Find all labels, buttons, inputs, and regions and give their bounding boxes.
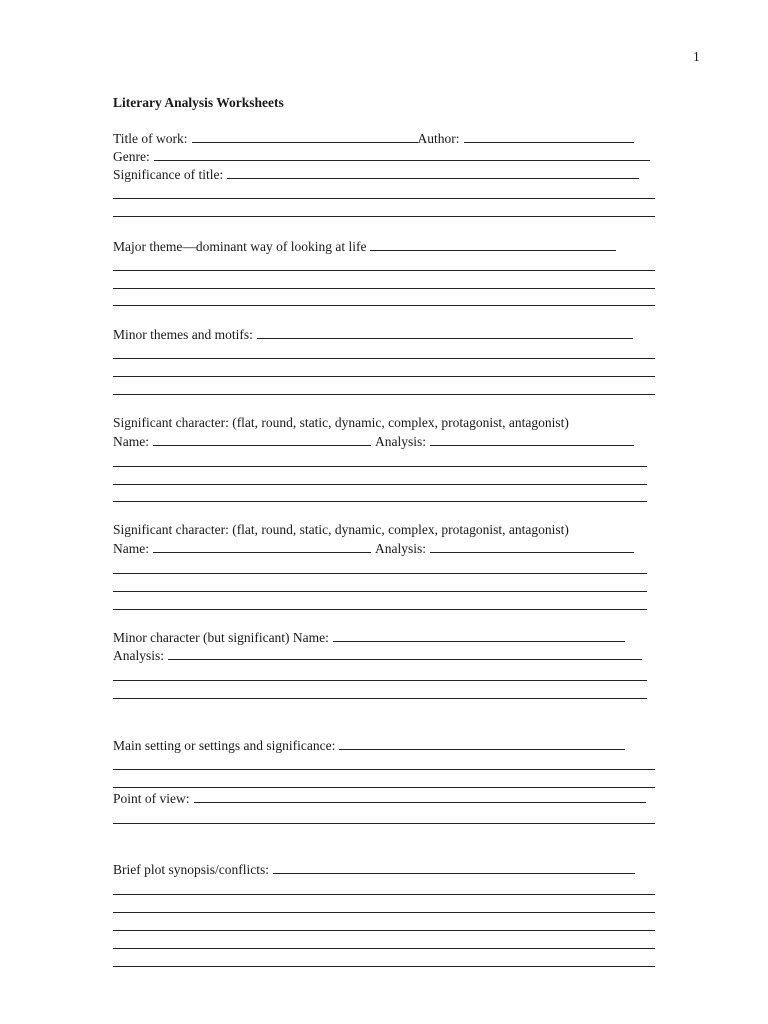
minor-char-row [113,629,625,647]
minor-char-label: Minor character (but significant) Name: [113,630,329,645]
point-of-view-label: Point of view: [113,791,190,806]
sig-char-2-heading: Significant character: (flat, round, static, dynamic, complex, protagonist, antagonist) [113,522,569,537]
sig-char-1-heading: Significant character: (flat, round, static, dynamic, complex, protagonist, antagonist) [113,415,569,430]
sig-char-1-blank-line[interactable] [113,501,647,502]
plot-synopsis-label: Brief plot synopsis/conflicts: [113,862,269,877]
plot-synopsis-row [113,861,635,879]
genre-row [113,148,650,166]
sig-char-2-blank-line[interactable] [113,591,647,592]
main-setting-label: Main setting or settings and significance: [113,738,336,753]
genre-field[interactable] [154,148,650,161]
sig-char-1-name-label: Name: [113,434,149,449]
sig-char-2-analysis-field[interactable] [430,540,634,553]
plot-synopsis-blank-line[interactable] [113,948,655,949]
plot-synopsis-field[interactable] [273,861,635,874]
minor-char-blank-line[interactable] [113,698,647,699]
sig-char-1-analysis-label: Analysis: [375,434,427,449]
author-label: Author: [417,131,460,146]
minor-char-analysis-label: Analysis: [113,648,165,663]
major-theme-blank-line[interactable] [113,270,655,271]
plot-synopsis-blank-line[interactable] [113,930,655,931]
main-setting-row [113,737,625,755]
minor-char-analysis-row [113,647,642,665]
major-theme-blank-line[interactable] [113,305,655,306]
plot-synopsis-blank-line[interactable] [113,894,655,895]
significance-row [113,166,639,184]
genre-label: Genre: [113,149,150,164]
sig-char-1-analysis-field[interactable] [430,433,634,446]
major-theme-blank-line[interactable] [113,288,655,289]
plot-synopsis-blank-line[interactable] [113,966,655,967]
title-author-row [113,130,634,148]
author-field[interactable] [464,130,634,143]
sig-char-2-name-row [113,540,634,558]
sig-char-2-name-label: Name: [113,541,149,556]
main-setting-blank-line[interactable] [113,787,655,788]
minor-themes-blank-line[interactable] [113,358,655,359]
major-theme-row [113,238,616,256]
sig-char-1-name-row [113,433,634,451]
minor-char-analysis-field[interactable] [168,647,642,660]
sig-char-2-blank-line[interactable] [113,609,647,610]
minor-themes-label: Minor themes and motifs: [113,327,253,342]
major-theme-label: Major theme—dominant way of looking at life [113,239,367,254]
minor-themes-row [113,326,633,344]
main-setting-field[interactable] [339,737,625,750]
significance-blank-line[interactable] [113,216,655,217]
minor-themes-field[interactable] [257,326,633,339]
page-number: 1 [693,49,700,64]
significance-blank-line[interactable] [113,198,655,199]
significance-label: Significance of title: [113,167,224,182]
significance-field[interactable] [227,166,639,179]
point-of-view-field[interactable] [194,790,646,803]
minor-char-blank-line[interactable] [113,680,647,681]
sig-char-1-blank-line[interactable] [113,484,647,485]
minor-themes-blank-line[interactable] [113,376,655,377]
plot-synopsis-blank-line[interactable] [113,912,655,913]
minor-themes-blank-line[interactable] [113,394,655,395]
sig-char-1-blank-line[interactable] [113,466,647,467]
point-of-view-row [113,790,646,808]
sig-char-1-name-field[interactable] [153,433,371,446]
sig-char-2-name-field[interactable] [153,540,371,553]
title-of-work-label: Title of work: [113,131,188,146]
point-of-view-blank-line[interactable] [113,823,655,824]
worksheet-title: Literary Analysis Worksheets [113,95,284,110]
minor-char-name-field[interactable] [333,629,625,642]
title-of-work-field[interactable] [192,130,418,143]
main-setting-blank-line[interactable] [113,769,655,770]
sig-char-2-blank-line[interactable] [113,573,647,574]
major-theme-field[interactable] [370,238,616,251]
sig-char-2-analysis-label: Analysis: [375,541,427,556]
